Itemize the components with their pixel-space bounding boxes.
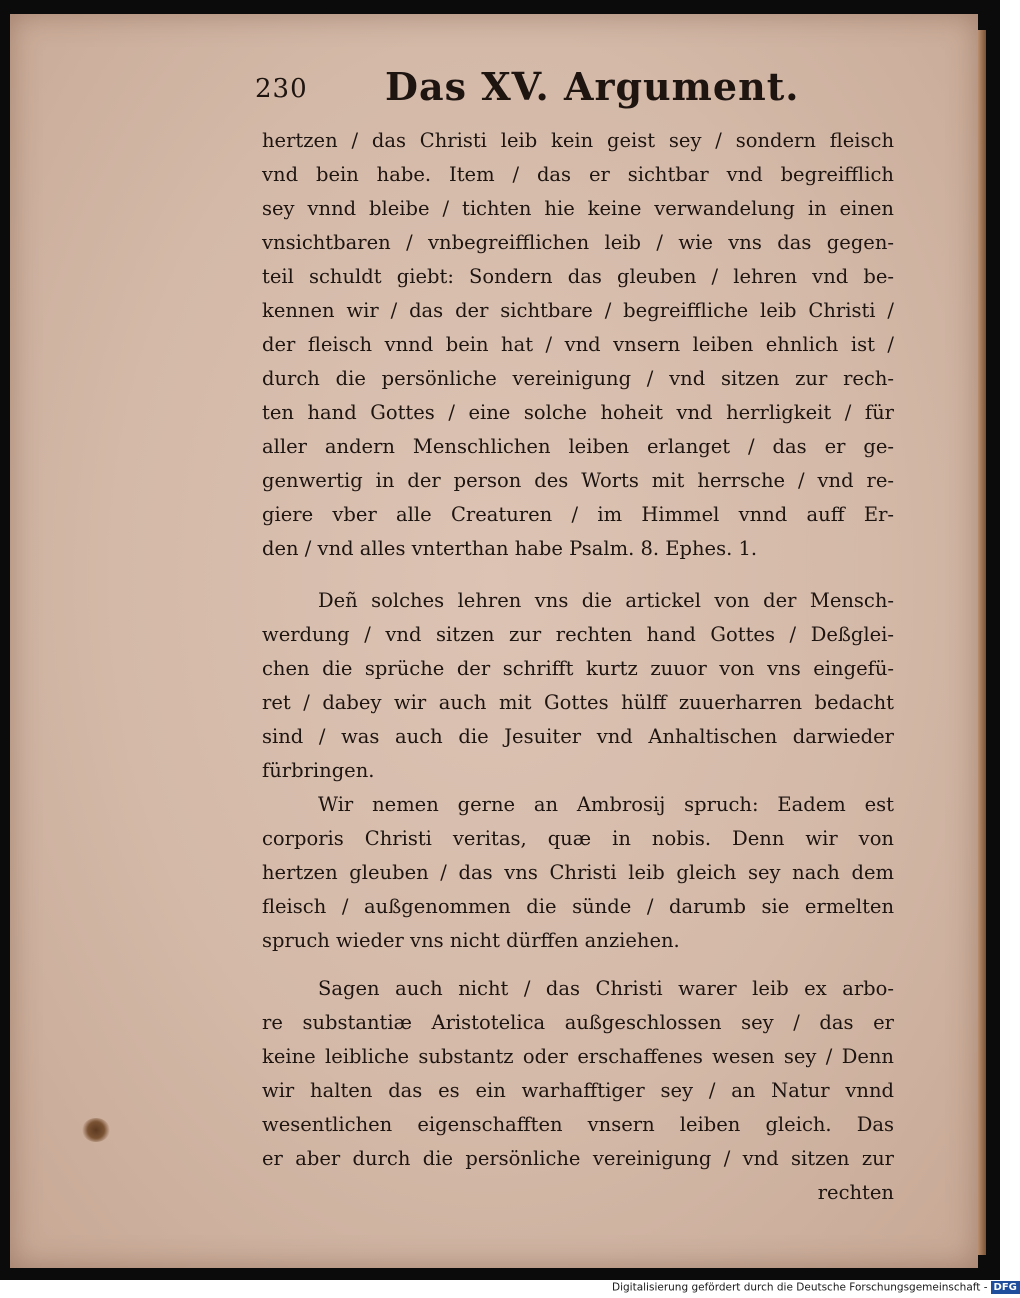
paragraph-gap bbox=[262, 958, 894, 972]
dfg-logo: DFG bbox=[991, 1281, 1020, 1294]
text-line: Sagen auch nicht / das Christi warer leib ex arbo- bbox=[318, 977, 894, 1000]
text-line: fleisch / außgenommen die sünde / darumb sie ermelten bbox=[262, 895, 894, 918]
text-line: wir halten das es ein warhafftiger sey / an Natur vnnd bbox=[262, 1079, 894, 1102]
text-line: hertzen / das Christi leib kein geist sey / sondern fleisch bbox=[262, 129, 894, 152]
text-line: er aber durch die persönliche vereinigung / vnd sitzen zur bbox=[262, 1147, 894, 1170]
text-line: re substantiæ Aristotelica außgeschlossen sey / das er bbox=[262, 1011, 894, 1034]
text-line: kennen wir / das der sichtbare / begreiffliche leib Christi / bbox=[262, 299, 894, 322]
catchword: rechten bbox=[817, 1181, 894, 1204]
text-line: Wir nemen gerne an Ambrosij spruch: Eadem est bbox=[318, 793, 894, 816]
text-line: werdung / vnd sitzen zur rechten hand Gottes / Deßglei- bbox=[262, 623, 894, 646]
text-line: Deñ solches lehren vns die artickel von der Mensch- bbox=[318, 589, 894, 612]
text-line: sey vnnd bleibe / tichten hie keine verwandelung in einen bbox=[262, 197, 894, 220]
text-line: chen die sprüche der schrifft kurtz zuuor von vns eingefü- bbox=[262, 657, 894, 680]
paragraph bbox=[262, 124, 894, 566]
text-line: spruch wieder vns nicht dürffen anziehen. bbox=[262, 929, 680, 952]
text-line: corporis Christi veritas, quæ in nobis. Denn wir von bbox=[262, 827, 894, 850]
text-line: den / vnd alles vnterthan habe Psalm. 8. Ephes. 1. bbox=[262, 537, 758, 560]
text-line: sind / was auch die Jesuiter vnd Anhaltischen darwieder bbox=[262, 725, 894, 748]
text-line: keine leibliche substantz oder erschaffenes wesen sey / Denn bbox=[262, 1045, 894, 1068]
page-number: 230 bbox=[255, 74, 308, 104]
page-edge bbox=[978, 30, 986, 1255]
text-line: giere vber alle Creaturen / im Himmel vnnd auff Er- bbox=[262, 503, 894, 526]
body-text bbox=[262, 124, 894, 1210]
text-line: vnsichtbaren / vnbegreifflichen leib / wie vns das gegen- bbox=[262, 231, 894, 254]
text-line: teil schuldt giebt: Sondern das gleuben / lehren vnd be- bbox=[262, 265, 894, 288]
text-line: durch die persönliche vereinigung / vnd sitzen zur rech- bbox=[262, 367, 894, 390]
text-line: vnd bein habe. Item / das er sichtbar vnd begreifflich bbox=[262, 163, 894, 186]
text-line: genwertig in der person des Worts mit herrsche / vnd re- bbox=[262, 469, 894, 492]
paper-stain bbox=[82, 1118, 110, 1142]
digitization-credit bbox=[612, 1281, 1017, 1295]
text-line: hertzen gleuben / das vns Christi leib gleich sey nach dem bbox=[262, 861, 894, 884]
page-header bbox=[255, 64, 895, 110]
paragraph bbox=[262, 788, 894, 958]
text-line: ten hand Gottes / eine solche hoheit vnd herrligkeit / für bbox=[262, 401, 894, 424]
text-line: der fleisch vnnd bein hat / vnd vnsern leiben ehnlich ist / bbox=[262, 333, 894, 356]
paragraph-gap bbox=[262, 566, 894, 584]
running-title: Das XV. Argument. bbox=[385, 64, 800, 109]
text-line: aller andern Menschlichen leiben erlanget / das er ge- bbox=[262, 435, 894, 458]
paragraph bbox=[262, 584, 894, 788]
paragraph bbox=[262, 972, 894, 1176]
text-line: ret / dabey wir auch mit Gottes hülff zuuerharren bedacht bbox=[262, 691, 894, 714]
text-line: fürbringen. bbox=[262, 759, 375, 782]
text-line: wesentlichen eigenschafften vnsern leiben gleich. Das bbox=[262, 1113, 894, 1136]
credit-text: Digitalisierung gefördert durch die Deutsche Forschungsgemeinschaft - bbox=[612, 1281, 988, 1294]
